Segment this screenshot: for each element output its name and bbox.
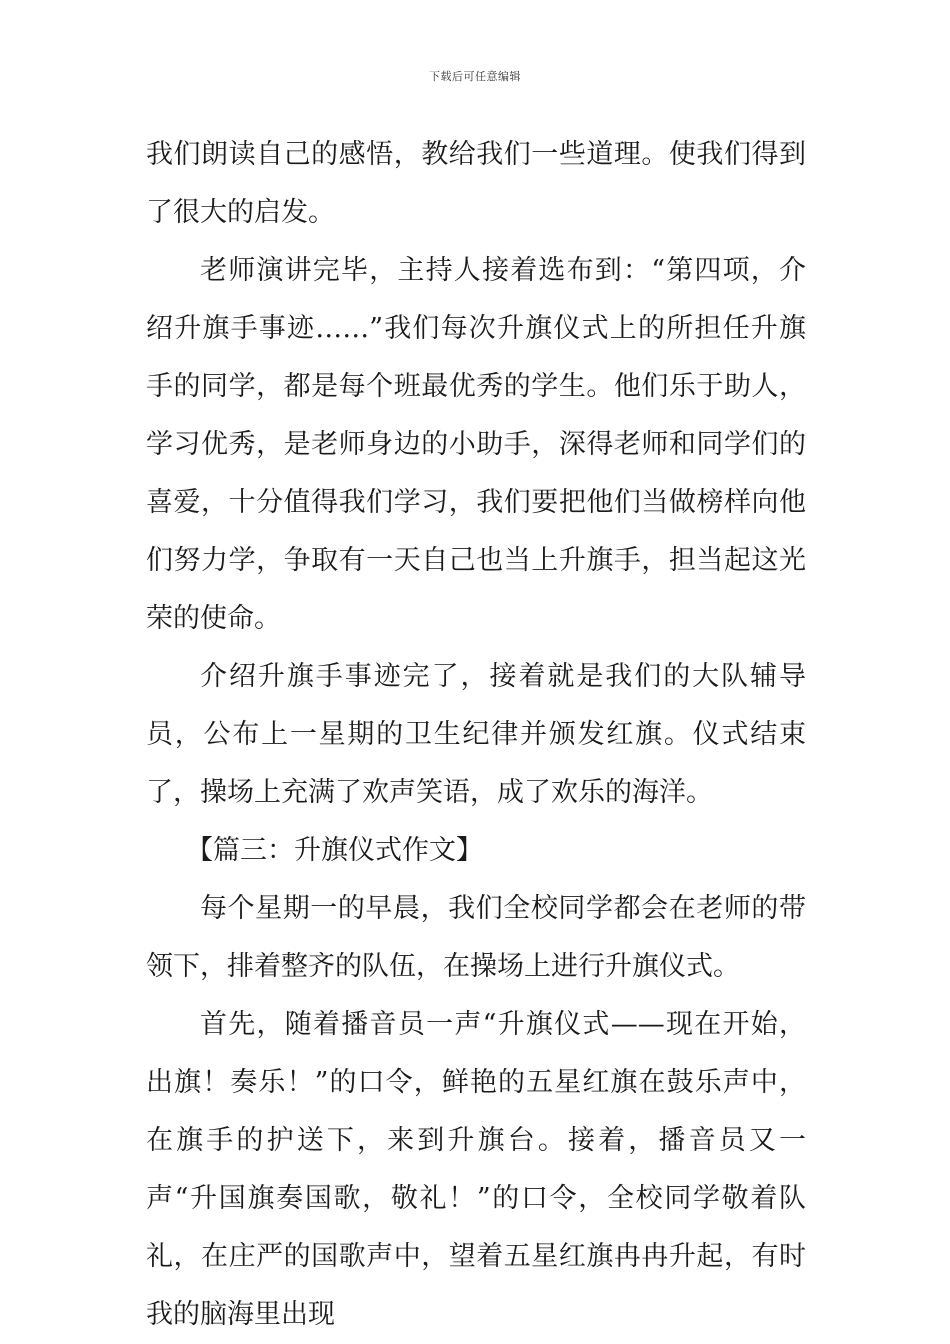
paragraph-flag-bearer: 老师演讲完毕，主持人接着选布到：“第四项，介绍升旗手事迹……”我们每次升旗仪式上的所担任升旗手的同学，都是每个班最优秀的学生。他们乐于助人，学习优秀，是老师身边的小助手，深得老师和同学们的喜爱，十分值得我们学习，我们要把他们当做榜样向他们努力学，争取有一天自己也当上升旗手，担当起这光荣的使命。: [146, 255, 806, 634]
section-heading: 【篇三：升旗仪式作文】: [186, 835, 483, 866]
paragraph-flag-raising: 首先，随着播音员一声“升旗仪式——现在开始，出旗！奏乐！”的口令，鲜艳的五星红旗在鼓乐声中，在旗手的护送下，来到升旗台。接着，播音员又一声“升国旗奏国歌，敬礼！”的口令，全校同学敬着队礼，在庄严的国歌声中，望着五星红旗冉冉升起，有时我的脑海里出现: [146, 1009, 806, 1330]
document-body: [146, 126, 806, 1344]
paragraph-continuation: 我们朗读自己的感悟，教给我们一些道理。使我们得到了很大的启发。: [146, 139, 806, 228]
page-header-note: 下载后可任意编辑: [429, 70, 521, 83]
paragraph-ceremony-end: 介绍升旗手事迹完了，接着就是我们的大队辅导员，公布上一星期的卫生纪律并颁发红旗。仪式结束了，操场上充满了欢声笑语，成了欢乐的海洋。: [146, 661, 806, 808]
paragraph-monday-morning: 每个星期一的早晨，我们全校同学都会在老师的带领下，排着整齐的队伍，在操场上进行升旗仪式。: [146, 893, 806, 982]
